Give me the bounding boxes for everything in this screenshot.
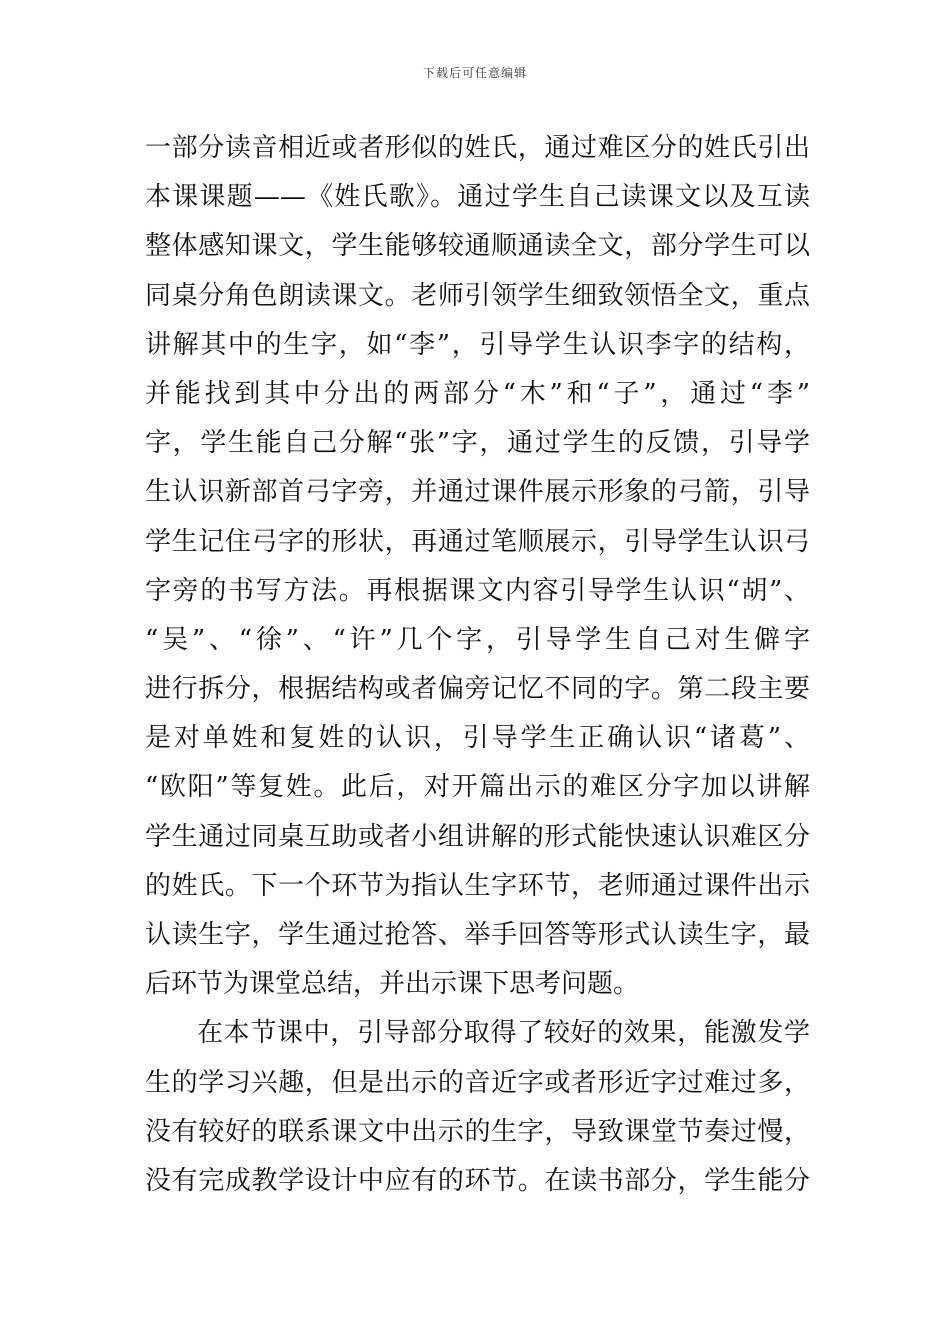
text-line: “吴”、“徐”、“许”几个字，引导学生自己对生僻字	[145, 624, 810, 655]
text-line: 进行拆分，根据结构或者偏旁记忆不同的字。第二段主要	[145, 674, 810, 705]
text-line: 一部分读音相近或者形似的姓氏，通过难区分的姓氏引出	[145, 133, 810, 163]
text-line: 的姓氏。下一个环节为指认生字环节，老师通过课件出示	[145, 870, 810, 901]
text-line: 没有完成教学设计中应有的环节。在读书部分，学生能分	[145, 1165, 810, 1196]
text-line: 字旁的书写方法。再根据课文内容引导学生认识“胡”、	[145, 575, 810, 606]
text-line: 讲解其中的生字，如“李”，引导学生认识李字的结构，	[145, 329, 810, 360]
text-line: 字，学生能自己分解“张”字，通过学生的反馈，引导学	[145, 428, 810, 459]
text-line: 没有较好的联系课文中出示的生字，导致课堂节奏过慢，	[145, 1116, 810, 1147]
text-line: 并能找到其中分出的两部分“木”和“子”，通过“李”	[145, 378, 810, 409]
text-line: 生认识新部首弓字旁，并通过课件展示形象的弓箭，引导	[145, 477, 810, 508]
text-line: 本课课题——《姓氏歌》。通过学生自己读课文以及互读	[145, 182, 810, 213]
text-line: 在本节课中，引导部分取得了较好的效果，能激发学	[197, 1018, 810, 1049]
text-line: 同桌分角色朗读课文。老师引领学生细致领悟全文，重点	[145, 280, 810, 311]
text-line: 学生通过同桌互助或者小组讲解的形式能快速认识难区分	[145, 821, 810, 852]
text-line: 生的学习兴趣，但是出示的音近字或者形近字过难过多，	[145, 1067, 810, 1098]
text-line: “欧阳”等复姓。此后，对开篇出示的难区分字加以讲解	[145, 772, 810, 803]
text-line: 整体感知课文，学生能够较通顺通读全文，部分学生可以	[145, 231, 810, 262]
text-line: 是对单姓和复姓的认识，引导学生正确认识“诸葛”、	[145, 723, 810, 754]
text-line: 学生记住弓字的形状，再通过笔顺展示，引导学生认识弓	[145, 526, 810, 557]
text-line: 后环节为课堂总结，并出示课下思考问题。	[145, 969, 640, 1000]
paragraph	[145, 124, 810, 1009]
paragraph	[145, 1009, 810, 1206]
document-body	[145, 124, 810, 1206]
page-header: 下载后可任意编辑	[422, 66, 527, 80]
text-line: 认读生字，学生通过抢答、举手回答等形式认读生字，最	[145, 920, 810, 950]
